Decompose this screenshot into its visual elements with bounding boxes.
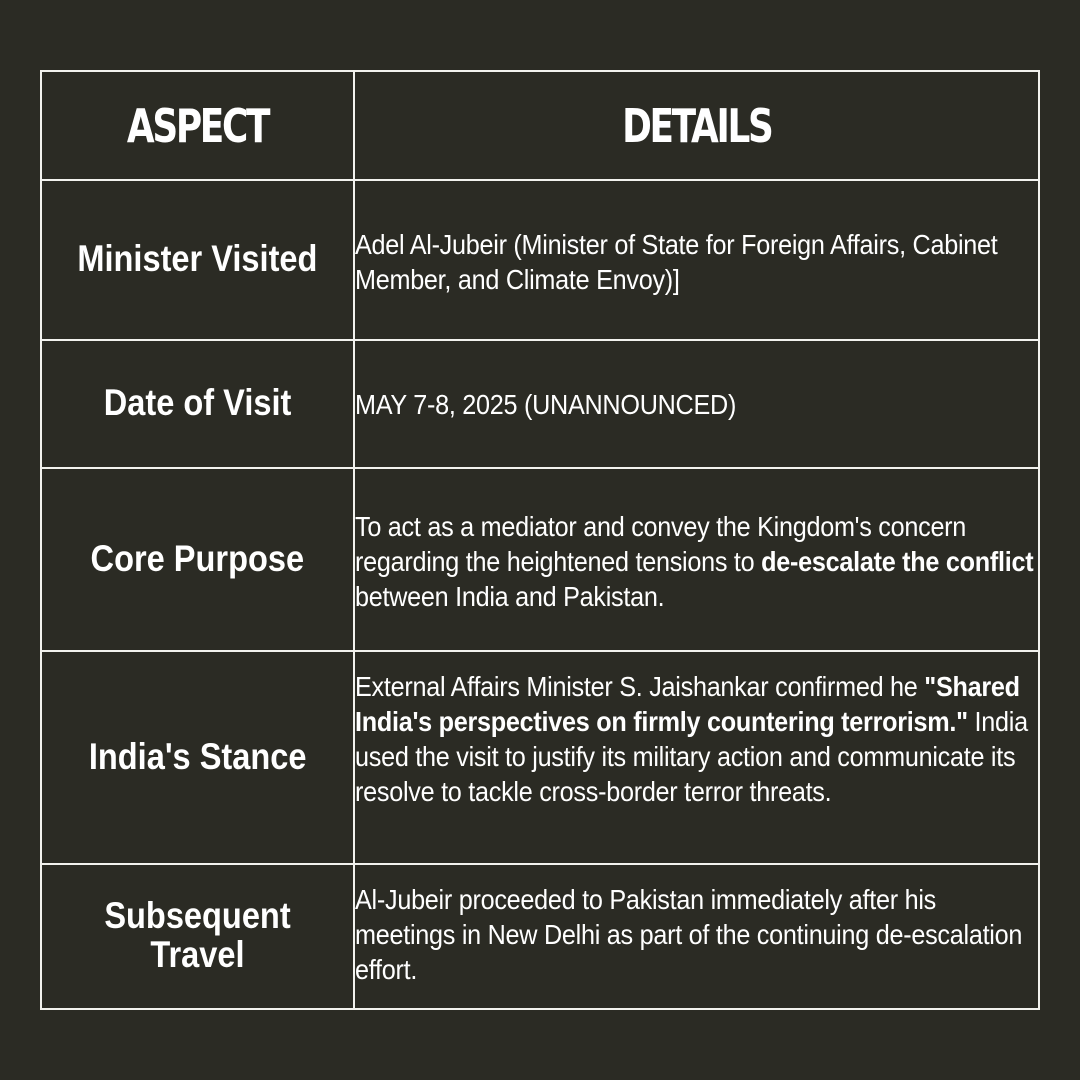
details-text: MAY 7-8, 2025 (UNANNOUNCED): [355, 388, 737, 420]
header-aspect-label: ASPECT: [126, 98, 269, 153]
details-cell: [354, 864, 1039, 1009]
header-row: [41, 71, 1039, 180]
details-quote: "Shared India's perspectives on firmly countering terrorism.": [355, 671, 1020, 738]
details-cell: [354, 651, 1039, 863]
details-text: To act as a mediator and convey the Kingdom's concern regarding the heightened tensions to: [355, 510, 967, 577]
aspect-label: India's Stance: [88, 736, 307, 777]
table-row: [41, 651, 1039, 863]
table-row: [41, 864, 1039, 1009]
table-row: [41, 340, 1039, 468]
aspect-label: Core Purpose: [90, 538, 305, 580]
aspect-cell: [41, 651, 354, 863]
details-cell: [354, 340, 1039, 468]
details-emphasis: de-escalate the conflict: [761, 545, 1034, 577]
details-text: Adel Al-Jubeir (Minister of State for Foreign Affairs, Cabinet Member, and Climate Envoy)]: [355, 229, 998, 296]
details-text: External Affairs Minister S. Jaishankar confirmed he: [355, 671, 925, 703]
header-details-label: DETAILS: [621, 98, 772, 153]
details-cell: [354, 180, 1039, 339]
aspect-label: Subsequent Travel: [104, 895, 291, 976]
details-text: between India and Pakistan.: [355, 580, 665, 612]
header-aspect: [41, 71, 354, 180]
aspect-label: Minister Visited: [77, 238, 318, 280]
info-table: [40, 70, 1040, 1010]
details-text: India used the visit to justify its military action and communicate its resolve to tackle cross-border terror threats.: [355, 706, 1028, 808]
table-row: [41, 468, 1039, 651]
aspect-cell: [41, 468, 354, 651]
aspect-label: Date of Visit: [103, 382, 292, 424]
aspect-cell: [41, 864, 354, 1009]
header-details: [354, 71, 1039, 180]
aspect-cell: [41, 340, 354, 468]
table-row: [41, 180, 1039, 339]
details-cell: [354, 468, 1039, 651]
aspect-cell: [41, 180, 354, 339]
details-text: Al-Jubeir proceeded to Pakistan immediately after his meetings in New Delhi as part of the continuing de-escalation effort.: [355, 883, 1023, 985]
